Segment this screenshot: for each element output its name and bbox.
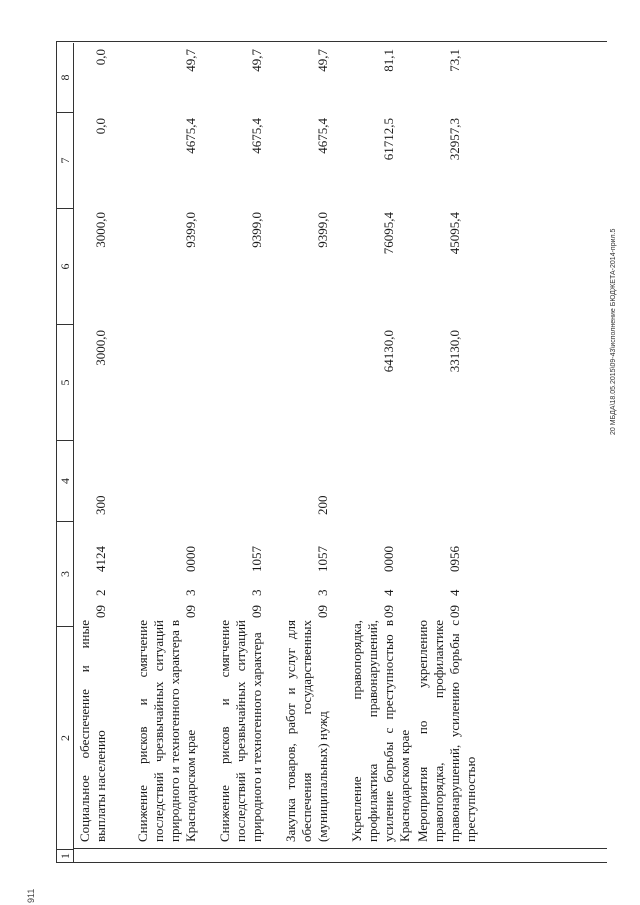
header-cell: 2 <box>57 626 74 849</box>
cell-csr: 0956 <box>447 546 462 572</box>
cell-csr: 1057 <box>315 546 330 572</box>
page-number: 911 <box>26 888 36 903</box>
header-cell: 7 <box>57 112 74 208</box>
cell-refined: 76095,4 <box>381 212 396 255</box>
cell-pr: 3 <box>249 589 264 596</box>
cell-executed: 61712,5 <box>381 118 396 161</box>
header-cell: 3 <box>57 521 74 626</box>
cell-percent: 0,0 <box>93 49 108 66</box>
cell-rz: 09 <box>183 605 198 618</box>
cell-executed: 4675,4 <box>183 118 198 154</box>
cell-pr: 3 <box>315 589 330 596</box>
header-cell: 4 <box>57 440 74 521</box>
cell-csr: 0000 <box>381 546 396 572</box>
column-divider <box>73 848 607 849</box>
cell-vr: 300 <box>93 495 108 515</box>
header-cell: 5 <box>57 324 74 440</box>
cell-plan: 33130,0 <box>447 330 462 373</box>
cell-executed: 4675,4 <box>315 118 330 154</box>
cell-percent: 73,1 <box>447 49 462 72</box>
cell-csr: 1057 <box>249 546 264 572</box>
cell-refined: 3000,0 <box>93 212 108 248</box>
cell-plan: 64130,0 <box>381 330 396 373</box>
cell-refined: 9399,0 <box>315 212 330 248</box>
cell-pr: 2 <box>93 589 108 596</box>
cell-csr: 0000 <box>183 546 198 572</box>
cell-executed: 0,0 <box>93 118 108 135</box>
cell-refined: 9399,0 <box>183 212 198 248</box>
cell-rz: 09 <box>249 605 264 618</box>
cell-percent: 49,7 <box>249 49 264 72</box>
row-name: Снижение рисков и смягчение последствий чрезвычайных ситуаций природного и техногенного характера в Краснодарском крае <box>135 620 198 842</box>
row-name: Мероприятия по укреплению правопорядка, профилактике правонарушений, усилению борьбы с преступностью <box>415 620 478 842</box>
cell-rz: 09 <box>447 605 462 618</box>
budget-table <box>56 41 607 863</box>
cell-vr: 200 <box>315 495 330 515</box>
cell-percent: 49,7 <box>183 49 198 72</box>
cell-pr: 4 <box>447 589 462 596</box>
cell-refined: 9399,0 <box>249 212 264 248</box>
row-name: Социальное обеспечение и иные выплаты населению <box>77 620 108 842</box>
row-name: Закупка товаров, работ и услуг для обеспечения государственных (муниципальных) нужд <box>283 620 330 842</box>
cell-executed: 4675,4 <box>249 118 264 154</box>
cell-rz: 09 <box>381 605 396 618</box>
cell-plan: 3000,0 <box>93 330 108 366</box>
cell-percent: 49,7 <box>315 49 330 72</box>
cell-rz: 09 <box>315 605 330 618</box>
cell-csr: 4124 <box>93 546 108 572</box>
cell-pr: 4 <box>381 589 396 596</box>
cell-pr: 3 <box>183 589 198 596</box>
row-name: Снижение рисков и смягчение последствий чрезвычайных ситуаций природного и техногенного характера <box>217 620 264 842</box>
cell-percent: 81,1 <box>381 49 396 72</box>
cell-executed: 32957,3 <box>447 118 462 161</box>
cell-refined: 45095,4 <box>447 212 462 255</box>
header-cell: 1 <box>57 849 74 862</box>
cell-rz: 09 <box>93 605 108 618</box>
row-name: Укрепление правопорядка, профилактика правонарушений, усиление борьбы с преступностью в Краснодарском крае <box>349 620 412 842</box>
document-footer: 20 МБДА\18.05.2015\09-43\исполнение БЮДЖЕТА-2014-прил.5 <box>610 228 617 435</box>
header-cell: 6 <box>57 208 74 324</box>
header-cell: 8 <box>57 43 74 112</box>
